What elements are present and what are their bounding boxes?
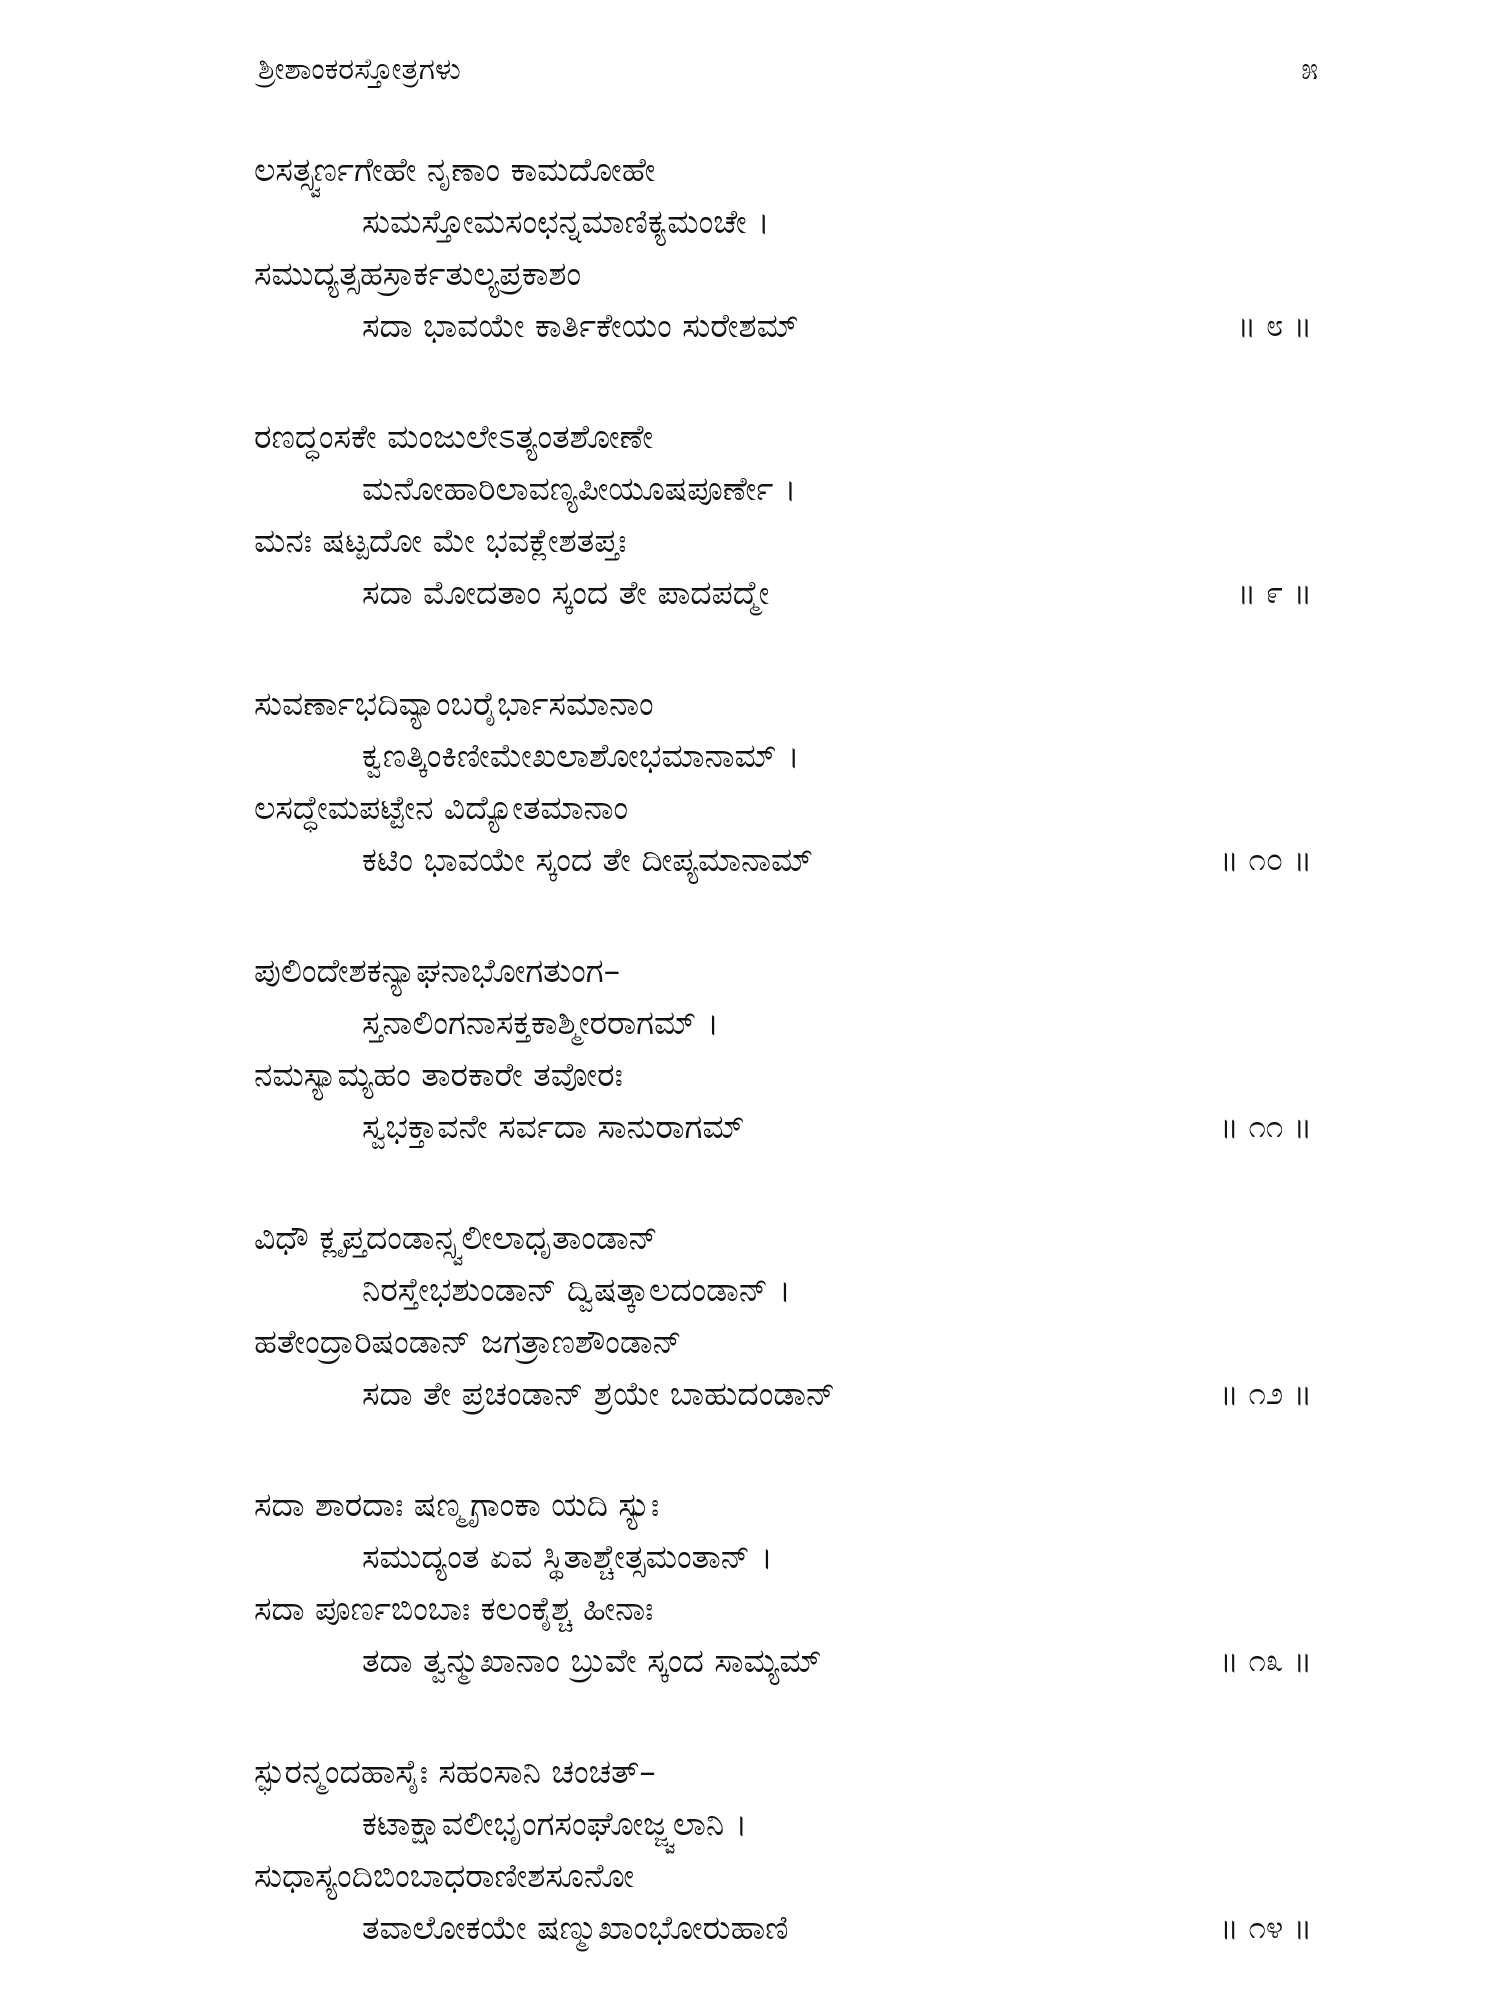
- verse-line: ಕಟಿಂ ಭಾವಯೇ ಸ್ಕಂದ ತೇ ದೀಪ್ಯಮಾನಾಮ್: [362, 840, 814, 879]
- verse-line: ಸಮುದ್ಯತ್ಸಹಸ್ರಾರ್ಕತುಲ್ಯಪ್ರಕಾಶಂ: [254, 254, 582, 293]
- verse-number: ॥ ೧೦ ॥: [1219, 842, 1312, 878]
- verse-line: ಲಸತ್ಸ್ವರ್ಣಗೇಹೇ ನೃಣಾಂ ಕಾಮದೋಹೇ: [254, 150, 656, 189]
- verse-line: ನಿರಸ್ತೇಭಶುಂಡಾನ್ ದ್ವಿಷತ್ಕಾಲದಂಡಾನ್ ।: [362, 1270, 791, 1309]
- verse-line: ಸ್ತನಾಲಿಂಗನಾಸಕ್ತಕಾಶ್ಮೀರರಾಗಮ್ ।: [362, 1003, 720, 1042]
- running-title: ಶ್ರೀಶಾಂಕರಸ್ತೋತ್ರಗಳು: [258, 52, 461, 87]
- verse-line: ಮನೋಹಾರಿಲಾವಣ್ಯಪೀಯೂಷಪೂರ್ಣೇ ।: [362, 469, 797, 508]
- verse-line: ಸ್ಫುರನ್ಮಂದಹಾಸೈಃ ಸಹಂಸಾನಿ ಚಂಚತ್–: [254, 1752, 656, 1791]
- verse-number: ॥ ೮ ॥: [1237, 308, 1312, 344]
- verse-8: [0, 140, 1500, 357]
- running-header: [258, 52, 1318, 102]
- verse-line: ನಮಸ್ಯಾಮ್ಯಹಂ ತಾರಕಾರೇ ತವೋರಃ: [254, 1055, 623, 1094]
- verse-11: [0, 941, 1500, 1158]
- verse-line: ಸ್ವಭಕ್ತಾವನೇ ಸರ್ವದಾ ಸಾನುರಾಗಮ್: [362, 1107, 745, 1146]
- verse-line: ಸುವರ್ಣಾಭದಿವ್ಯಾಂಬರೈರ್ಭಾಸಮಾನಾಂ: [254, 684, 654, 723]
- verse-line: ಸುಧಾಸ್ಯಂದಿಬಿಂಬಾಧರಾಣೀಶಸೂನೋ: [254, 1856, 635, 1895]
- verse-line: ತವಾಲೋಕಯೇ ಷಣ್ಮುಖಾಂಭೋರುಹಾಣಿ: [362, 1908, 789, 1947]
- verse-line: ಮನಃ ಷಟ್ಪದೋ ಮೇ ಭವಕ್ಲೇಶತಪ್ತಃ: [254, 521, 627, 560]
- verse-14: [0, 1742, 1500, 1959]
- verse-number: ॥ ೧೪ ॥: [1219, 1910, 1312, 1946]
- verse-line: ಪುಲಿಂದೇಶಕನ್ಯಾಘನಾಭೋಗತುಂಗ–: [254, 951, 621, 990]
- page-number: ೫: [1301, 52, 1318, 87]
- verse-12: [0, 1208, 1500, 1425]
- verse-line: ವಿಧೌ ಕ್ಲೃಪ್ತದಂಡಾನ್ಸ್ವಲೀಲಾಧೃತಾಂಡಾನ್: [254, 1218, 658, 1257]
- verse-13: [0, 1475, 1500, 1692]
- verse-line: ತದಾ ತ್ವನ್ಮುಖಾನಾಂ ಬ್ರುವೇ ಸ್ಕಂದ ಸಾಮ್ಯಮ್: [362, 1641, 822, 1680]
- verse-line: ಕಟಾಕ್ಷಾವಲೀಭೃಂಗಸಂಘೋಜ್ಜ್ವಲಾನಿ ।: [362, 1804, 748, 1843]
- verse-line: ಸದಾ ಭಾವಯೇ ಕಾರ್ತಿಕೇಯಂ ಸುರೇಶಮ್: [362, 306, 799, 345]
- verse-line: ಸದಾ ಶಾರದಾಃ ಷಣ್ಮೃಗಾಂಕಾ ಯದಿ ಸ್ಯುಃ: [254, 1485, 660, 1524]
- verse-line: ಸದಾ ತೇ ಪ್ರಚಂಡಾನ್ ಶ್ರಯೇ ಬಾಹುದಂಡಾನ್: [362, 1374, 836, 1413]
- verse-line: ಸದಾ ಮೋದತಾಂ ಸ್ಕಂದ ತೇ ಪಾದಪದ್ಮೇ: [362, 573, 770, 612]
- verse-number: ॥ ೯ ॥: [1237, 575, 1312, 611]
- verse-number: ॥ ೧೧ ॥: [1219, 1109, 1312, 1145]
- verse-number: ॥ ೧೨ ॥: [1219, 1376, 1312, 1412]
- verse-list: [0, 140, 1500, 2009]
- verse-number: ॥ ೧೩ ॥: [1219, 1643, 1312, 1679]
- verse-10: [0, 674, 1500, 891]
- verse-line: ಸಮುದ್ಯಂತ ಏವ ಸ್ಥಿತಾಶ್ಚೇತ್ಸಮಂತಾನ್ ।: [362, 1537, 773, 1576]
- verse-line: ಲಸದ್ಧೇಮಪಟ್ಟೇನ ವಿದ್ಯೋತಮಾನಾಂ: [254, 788, 629, 827]
- verse-line: ಹತೇಂದ್ರಾರಿಷಂಡಾನ್ ಜಗತ್ರಾಣಶೌಂಡಾನ್: [254, 1322, 682, 1361]
- verse-9: [0, 407, 1500, 624]
- verse-line: ರಣದ್ಧಂಸಕೇ ಮಂಜುಲೇಽತ್ಯಂತಶೋಣೇ: [254, 417, 654, 456]
- verse-line: ಸುಮಸ್ತೋಮಸಂಛನ್ನಮಾಣಿಕ್ಯಮಂಚೇ ।: [362, 202, 770, 241]
- verse-line: ಕ್ವಣತ್ಕಿಂಕಿಣೀಮೇಖಲಾಶೋಭಮಾನಾಮ್ ।: [362, 736, 800, 775]
- verse-line: ಸದಾ ಪೂರ್ಣಬಿಂಬಾಃ ಕಲಂಕೈಶ್ಚ ಹೀನಾಃ: [254, 1589, 654, 1628]
